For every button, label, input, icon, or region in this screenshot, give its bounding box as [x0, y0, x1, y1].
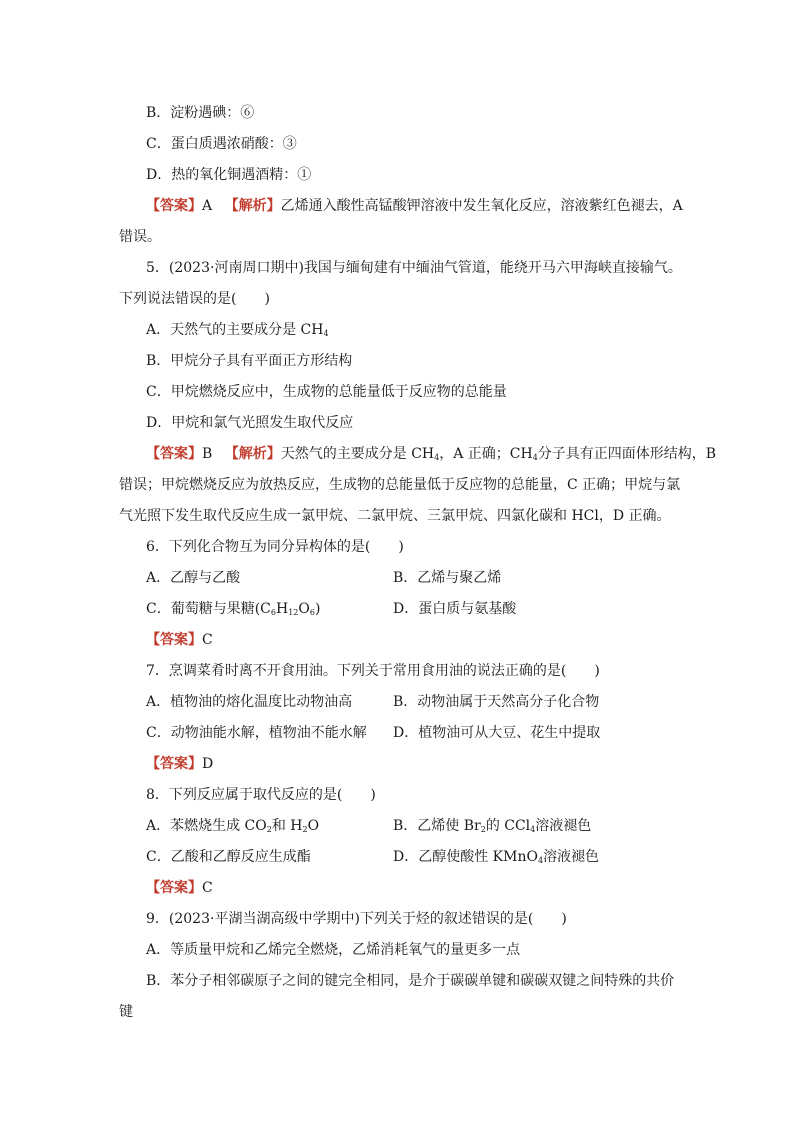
- q6-option-c-text: ): [314, 601, 321, 617]
- answer-value: D: [202, 756, 214, 772]
- q4-explanation-cont: 错误。: [119, 229, 161, 245]
- q7-answer: [146, 755, 213, 773]
- explanation-text: ，A 正确；CH: [439, 446, 533, 462]
- subscript: 6: [309, 608, 315, 617]
- subscript: 2: [302, 825, 308, 834]
- q8-option-c: C．乙酸和乙醇反应生成酯: [146, 849, 311, 865]
- q6-option-b: B．乙烯与聚乙烯: [393, 570, 502, 586]
- q9-option-b-cont: 键: [119, 1004, 133, 1020]
- answer-tag: 【答案】: [146, 880, 202, 896]
- q8-option-a-text: 和 H: [271, 818, 303, 834]
- q6-option-c-text: C．葡萄糖与果糖(C: [146, 601, 271, 617]
- q9-stem: 9．(2023·平湖当湖高级中学期中)下列关于烃的叙述错误的是( ): [146, 911, 567, 927]
- q7-option-b: B．动物油属于天然高分子化合物: [393, 694, 600, 710]
- q7-option-a: A．植物油的熔化温度比动物油高: [146, 694, 353, 710]
- answer-value: C: [202, 880, 213, 896]
- q5-option-a-text: A．天然气的主要成分是 CH: [146, 322, 324, 338]
- q8-option-d-text: D．乙醇使酸性 KMnO: [393, 849, 538, 865]
- q4-option-d: D．热的氧化铜遇酒精：①: [146, 167, 312, 183]
- q4-answer: [146, 197, 683, 215]
- q8-option-b-text: 溶液褪色: [535, 818, 592, 834]
- subscript: 4: [530, 825, 536, 834]
- subscript: 4: [532, 453, 538, 462]
- q7-option-c: C．动物油能水解，植物油不能水解: [146, 725, 367, 741]
- q6-option-c-text: O: [298, 601, 310, 617]
- subscript: 4: [537, 856, 544, 865]
- q6-option-c-text: H: [275, 601, 289, 617]
- q8-option-d-text: 溶液褪色: [543, 849, 600, 865]
- q5-answer: [146, 445, 716, 463]
- subscript: 6: [270, 608, 276, 617]
- q5-stem-cont: 下列说法错误的是( ): [119, 291, 270, 307]
- q8-answer: [146, 879, 213, 897]
- q8-option-a-text: O: [307, 818, 320, 834]
- explanation-text: 乙烯通入酸性高锰酸钾溶液中发生氧化反应，溶液紫红色褪去，A: [280, 198, 683, 214]
- q6-option-c: [146, 600, 320, 618]
- q8-option-b-text: B．乙烯使 Br: [393, 818, 481, 834]
- q7-stem: 7．烹调菜肴时离不开食用油。下列关于常用食用油的说法正确的是( ): [146, 663, 600, 679]
- q5-option-c: C．甲烷燃烧反应中，生成物的总能量低于反应物的总能量: [146, 384, 507, 400]
- q5-explanation-line2: 错误；甲烷燃烧反应为放热反应，生成物的总能量低于反应物的总能量，C 正确；甲烷与氯: [119, 477, 681, 493]
- q4-option-c: C．蛋白质遇浓硝酸：③: [146, 136, 297, 152]
- subscript: 4: [434, 453, 440, 462]
- explanation-tag: 【解析】: [224, 446, 281, 462]
- q7-option-d: D．植物油可从大豆、花生中提取: [393, 725, 601, 741]
- q8-option-b-text: 的 CCl: [485, 818, 531, 834]
- q8-option-b: [393, 817, 591, 835]
- q5-option-d: D．甲烷和氯气光照发生取代反应: [146, 415, 354, 431]
- q9-option-a: A．等质量甲烷和乙烯完全燃烧，乙烯消耗氧气的量更多一点: [146, 942, 521, 958]
- answer-tag: 【答案】: [146, 198, 202, 214]
- subscript: 2: [480, 825, 486, 834]
- q6-option-a: A．乙醇与乙酸: [146, 570, 241, 586]
- q8-option-a: [146, 817, 319, 835]
- q5-explanation-line3: 气光照下发生取代反应生成一氯甲烷、二氯甲烷、三氯甲烷、四氯化碳和 HCl，D 正确。: [119, 508, 671, 524]
- subscript: 12: [288, 608, 299, 617]
- q6-answer: [146, 631, 213, 649]
- answer-value: C: [202, 632, 213, 648]
- q4-option-b: B．淀粉遇碘：⑥: [146, 105, 255, 121]
- q8-option-d: [393, 848, 599, 866]
- subscript: 2: [266, 825, 272, 834]
- q5-option-b: B．甲烷分子具有平面正方形结构: [146, 353, 353, 369]
- q5-stem: 5．(2023·河南周口期中)我国与缅甸建有中缅油气管道，能绕开马六甲海峡直接输气。: [146, 260, 682, 276]
- q6-stem: 6．下列化合物互为同分异构体的是( ): [146, 539, 404, 555]
- q9-option-b: B．苯分子相邻碳原子之间的键完全相同，是介于碳碳单键和碳碳双键之间特殊的共价: [146, 973, 675, 989]
- q8-option-a-text: A．苯燃烧生成 CO: [146, 818, 267, 834]
- explanation-tag: 【解析】: [224, 198, 281, 214]
- answer-value: B: [202, 446, 213, 462]
- subscript: 4: [323, 329, 329, 338]
- explanation-text: 分子具有正四面体形结构，B: [537, 446, 717, 462]
- q6-option-d: D．蛋白质与氨基酸: [393, 601, 517, 617]
- answer-value: A: [202, 198, 213, 214]
- answer-tag: 【答案】: [146, 632, 202, 648]
- answer-tag: 【答案】: [146, 756, 202, 772]
- answer-tag: 【答案】: [146, 446, 202, 462]
- q8-stem: 8．下列反应属于取代反应的是( ): [146, 787, 376, 803]
- q5-option-a: [146, 321, 329, 339]
- explanation-text: 天然气的主要成分是 CH: [280, 446, 435, 462]
